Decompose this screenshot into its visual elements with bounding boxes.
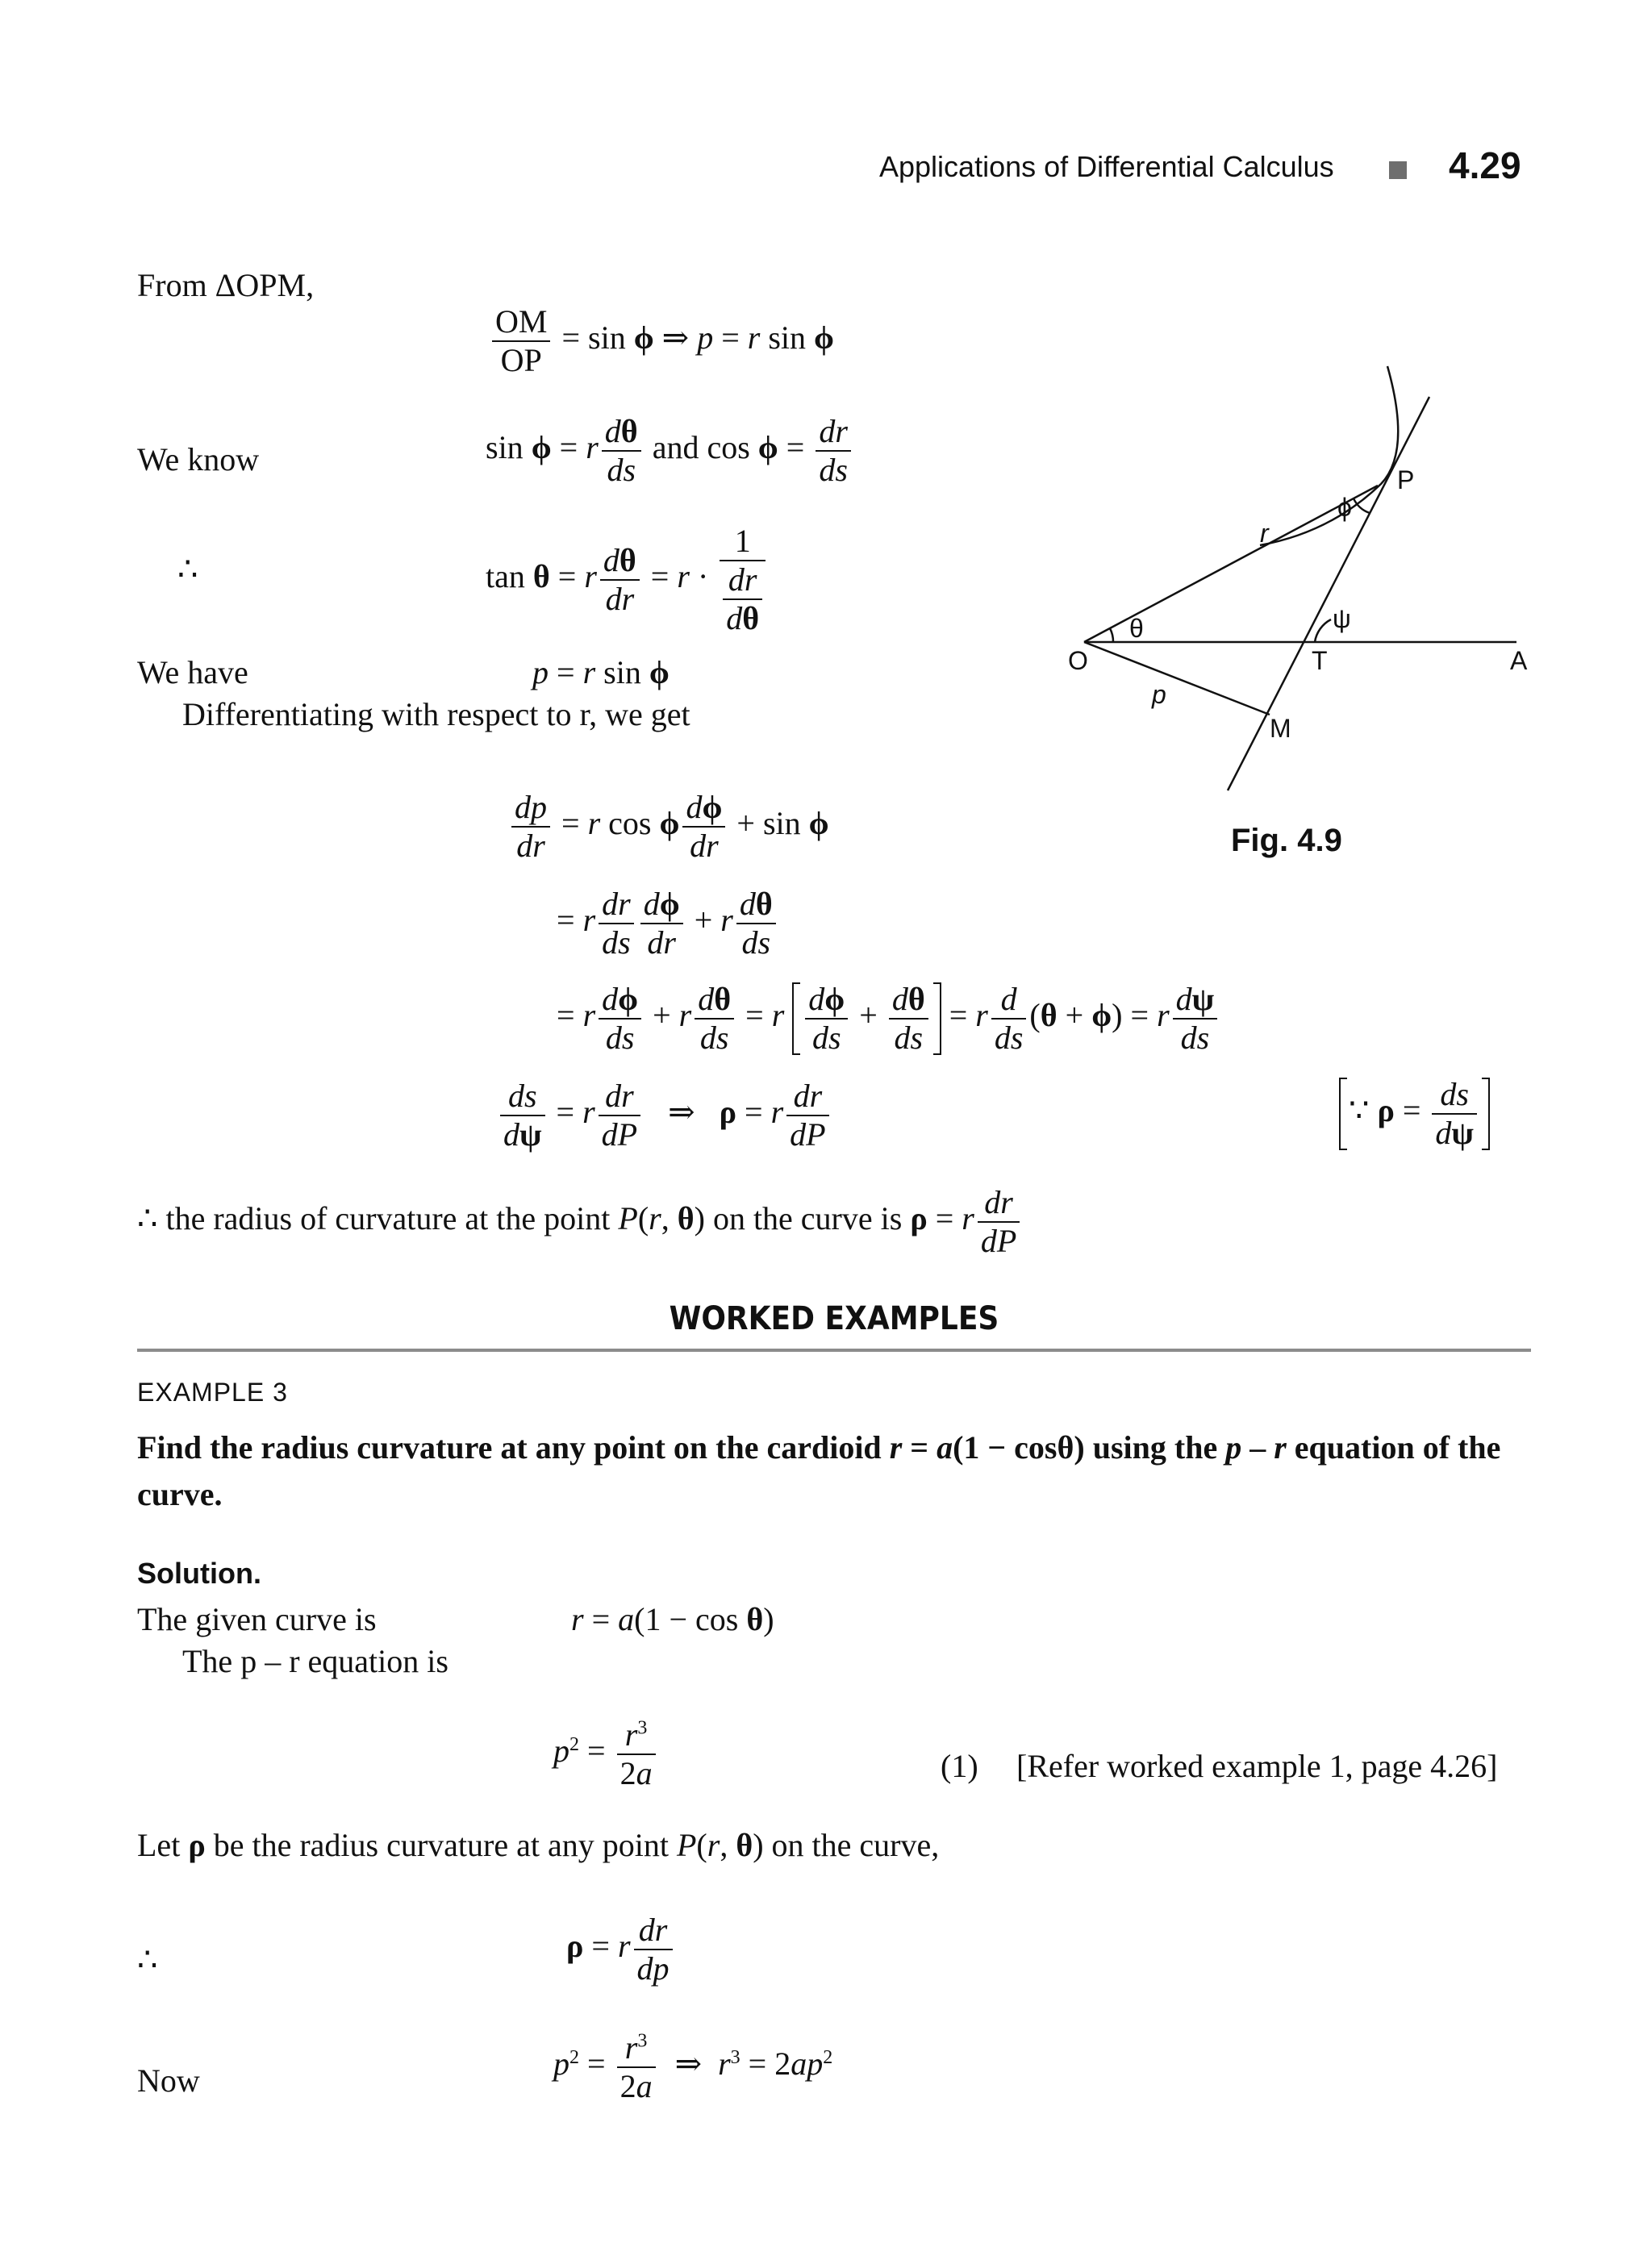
example-label: EXAMPLE 3 bbox=[137, 1378, 288, 1407]
conclusion-prefix: ∴ the radius of curvature at the point bbox=[137, 1200, 611, 1237]
equation-step-2: = r $\frac{dr}{ds}$ $\frac{d\phi}{dr}$ + r $\frac{d\theta}{ds}$ bbox=[557, 887, 779, 960]
since-symbol: ∵ bbox=[1349, 1092, 1370, 1129]
label-p: P bbox=[1397, 465, 1415, 494]
we-know-text: We know bbox=[137, 441, 260, 477]
figure-tangent-diagram bbox=[1049, 355, 1549, 807]
we-have-text: We have bbox=[137, 654, 248, 690]
figure-caption: Fig. 4.9 bbox=[1231, 823, 1342, 858]
header-square-icon bbox=[1389, 161, 1407, 179]
since-rho-note: ∵ ρ = $\frac{ds}{d\psi}$ bbox=[1339, 1078, 1490, 1150]
label-psi: ψ bbox=[1333, 604, 1351, 633]
equation-cardioid: r = a(1 − cos θ) bbox=[571, 1601, 774, 1637]
label-theta: θ bbox=[1129, 614, 1144, 643]
on-curve-text: on the curve, bbox=[771, 1827, 940, 1863]
pr-equation-text: The p – r equation is bbox=[182, 1643, 448, 1679]
page-number: 4.29 bbox=[1449, 144, 1521, 186]
theta-angle-arc bbox=[1110, 628, 1113, 642]
line-om-perpendicular bbox=[1084, 642, 1270, 715]
heading-rule bbox=[137, 1349, 1531, 1352]
given-curve-text: The given curve is bbox=[137, 1601, 377, 1637]
label-p-length: p bbox=[1152, 680, 1166, 709]
problem-part-2: using the bbox=[1092, 1429, 1218, 1466]
example-problem: Find the radius curvature at any point on the cardioid r = a(1 − cosθ) using the p – r equation of the curve. bbox=[137, 1429, 1501, 1512]
label-a: A bbox=[1510, 646, 1528, 675]
now-text: Now bbox=[137, 2062, 200, 2099]
radius-of-curvature-conclusion: ∴ the radius of curvature at the point P(r, θ) on the curve is ρ = r $\frac{dr}{dP}$ bbox=[137, 1186, 1023, 1258]
running-title: Applications of Differential Calculus bbox=[879, 150, 1334, 183]
equation-tan-theta: tan θ = r $\frac{d\theta}{dr}$ = r · $\frac{1}{\frac{dr}{d\theta}}$ bbox=[486, 524, 769, 636]
equation-p-squared: $p^2$ = $\frac{r^3}{2a}$ bbox=[553, 1718, 659, 1791]
solution-label: Solution. bbox=[137, 1557, 261, 1590]
reference-note: [Refer worked example 1, page 4.26] bbox=[1016, 1748, 1498, 1784]
let-rho-text: be the radius curvature at any point bbox=[213, 1827, 669, 1863]
equation-rho-r-dr-dp: ρ = r $\frac{dr}{dp}$ bbox=[566, 1913, 676, 1986]
from-triangle-text: From ΔOPM, bbox=[137, 267, 315, 303]
conclusion-middle: on the curve is bbox=[712, 1200, 903, 1237]
equation-step-3: = r $\frac{d\phi}{ds}$ + r $\frac{d\theta}{ds}$ = r $\frac{d\phi}{ds}$ + $\frac{d\theta}{ds}$ = r $\frac{d}{ds}$ (θ + ϕ) = r $\frac{d\psi}{ds}$ bbox=[557, 982, 1220, 1055]
problem-part-1: Find the radius curvature at any point on the cardioid bbox=[137, 1429, 882, 1466]
label-t: T bbox=[1312, 646, 1328, 675]
equation-om-op: $\frac{OM}{OP}$ = sin ϕ ⇒ p = r sin ϕ bbox=[489, 305, 834, 377]
label-r-length: r bbox=[1260, 519, 1269, 548]
equation-number: (1) bbox=[941, 1748, 978, 1784]
differentiating-text: Differentiating with respect to r, we get bbox=[182, 696, 690, 732]
psi-angle-arc bbox=[1315, 619, 1331, 642]
equation-sin-cos-phi: sin ϕ = r $\frac{d\theta}{ds}$ and cos ϕ = $\frac{dr}{ds}$ bbox=[486, 415, 854, 487]
let-word: Let bbox=[137, 1827, 181, 1863]
equation-p-rsinphi: p = r sin ϕ bbox=[532, 654, 670, 690]
worked-examples-heading: WORKED EXAMPLES bbox=[669, 1300, 999, 1337]
label-phi: ϕ bbox=[1337, 493, 1352, 522]
equation-dp-dr: $\frac{dp}{dr}$ = r cos ϕ $\frac{d\phi}{dr}$ + sin ϕ bbox=[508, 790, 829, 863]
curve-arc bbox=[1260, 366, 1398, 545]
therefore-symbol: ∴ bbox=[177, 551, 198, 587]
equation-r-cubed: $p^2$ = $\frac{r^3}{2a}$ ⇒ $r^3 = 2ap^2$ bbox=[553, 2029, 833, 2104]
tangent-line bbox=[1228, 397, 1429, 790]
and-word: and bbox=[652, 429, 699, 466]
problem-part-3: equation of the curve. bbox=[137, 1429, 1501, 1512]
equation-ds-dpsi: $\frac{ds}{d\psi}$ = r $\frac{dr}{dP}$ ⇒ ρ = r $\frac{dr}{dP}$ bbox=[497, 1079, 832, 1152]
label-m: M bbox=[1270, 714, 1291, 743]
label-o: O bbox=[1068, 646, 1088, 675]
therefore-symbol-2: ∴ bbox=[137, 1941, 158, 1978]
let-rho-line: Let ρ be the radius curvature at any point P(r, θ) on the curve, bbox=[137, 1827, 940, 1863]
